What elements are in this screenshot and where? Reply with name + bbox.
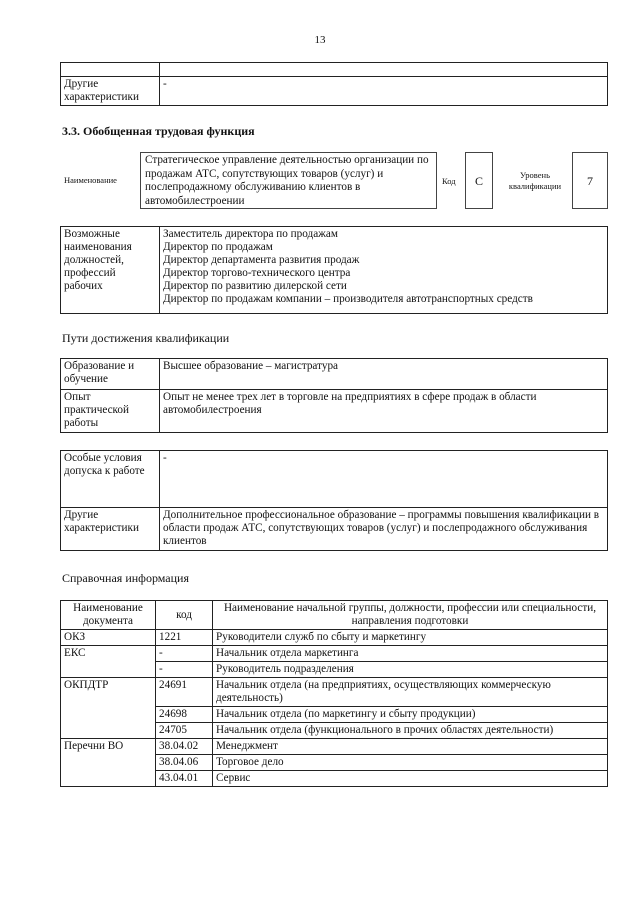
position-item: Директор торгово-технического центра <box>163 267 351 279</box>
paths-title: Пути достижения квалификации <box>62 331 230 345</box>
ref-header-code: код <box>156 601 213 630</box>
top-table <box>60 62 608 106</box>
position-item: Директор департамента развития продаж <box>163 254 360 266</box>
ref-table <box>60 600 608 787</box>
level-value: 7 <box>572 152 608 209</box>
table-row: 24705 Начальник отдела (функционального в прочих областях деятельности) <box>61 723 608 739</box>
table-row: ЕКС - Начальник отдела маркетинга <box>61 646 608 662</box>
table-row: 38.04.06 Торговое дело <box>61 755 608 771</box>
experience-value: Опыт не менее трех лет в торговле на предприятиях в сфере продаж в области автомобилестроения <box>160 390 608 433</box>
position-item: Директор по продажам компании – производителя автотранспортных средств <box>163 293 533 305</box>
admission-value: - <box>160 451 608 508</box>
table-row: Перечни ВО 38.04.02 Менеджмент <box>61 739 608 755</box>
position-item: Директор по развитию дилерской сети <box>163 280 347 292</box>
page-number: 13 <box>314 34 326 46</box>
education-value: Высшее образование – магистратура <box>160 359 608 390</box>
other-characteristics-label: Другие характеристики <box>61 77 160 106</box>
position-item: Заместитель директора по продажам <box>163 228 338 240</box>
other-label: Другие характеристики <box>61 508 160 551</box>
level-label: Уровень квалификации <box>508 170 562 191</box>
table-row: 43.04.01 Сервис <box>61 771 608 787</box>
section-title: 3.3. Обобщенная трудовая функция <box>62 124 255 138</box>
paths-table <box>60 358 608 433</box>
table-row: ОКЗ 1221 Руководители служб по сбыту и маркетингу <box>61 630 608 646</box>
ref-header-name: Наименование начальной группы, должности, профессии или специальности, направления подготовки <box>213 601 608 630</box>
positions-table <box>60 226 608 314</box>
function-name: Стратегическое управление деятельностью организации по продажам АТС, сопутствующих товаров (услуг) и послепродажному обслуживанию клиентов в автомобилестроении <box>140 152 437 209</box>
conditions-table <box>60 450 608 551</box>
ref-title: Справочная информация <box>62 571 189 585</box>
table-row: - Руководитель подразделения <box>61 662 608 678</box>
code-label: Код <box>442 176 456 186</box>
name-label: Наименование <box>64 175 117 185</box>
positions-label: Возможные наименования должностей, профессий рабочих <box>61 227 160 314</box>
other-characteristics-value: - <box>160 77 608 106</box>
education-label: Образование и обучение <box>61 359 160 390</box>
admission-label: Особые условия допуска к работе <box>61 451 160 508</box>
ref-header-doc: Наименование документа <box>61 601 156 630</box>
table-row: ОКПДТР 24691 Начальник отдела (на предприятиях, осуществляющих коммерческую деятельность) <box>61 678 608 707</box>
other-value: Дополнительное профессиональное образование – программы повышения квалификации в области продаж АТС, сопутствующих товаров (услуг) и послепродажного обслуживания клиентов <box>160 508 608 551</box>
table-row: 24698 Начальник отдела (по маркетингу и сбыту продукции) <box>61 707 608 723</box>
position-item: Директор по продажам <box>163 241 273 253</box>
positions-list <box>160 227 608 314</box>
experience-label: Опыт практической работы <box>61 390 160 433</box>
code-value: C <box>465 152 493 209</box>
